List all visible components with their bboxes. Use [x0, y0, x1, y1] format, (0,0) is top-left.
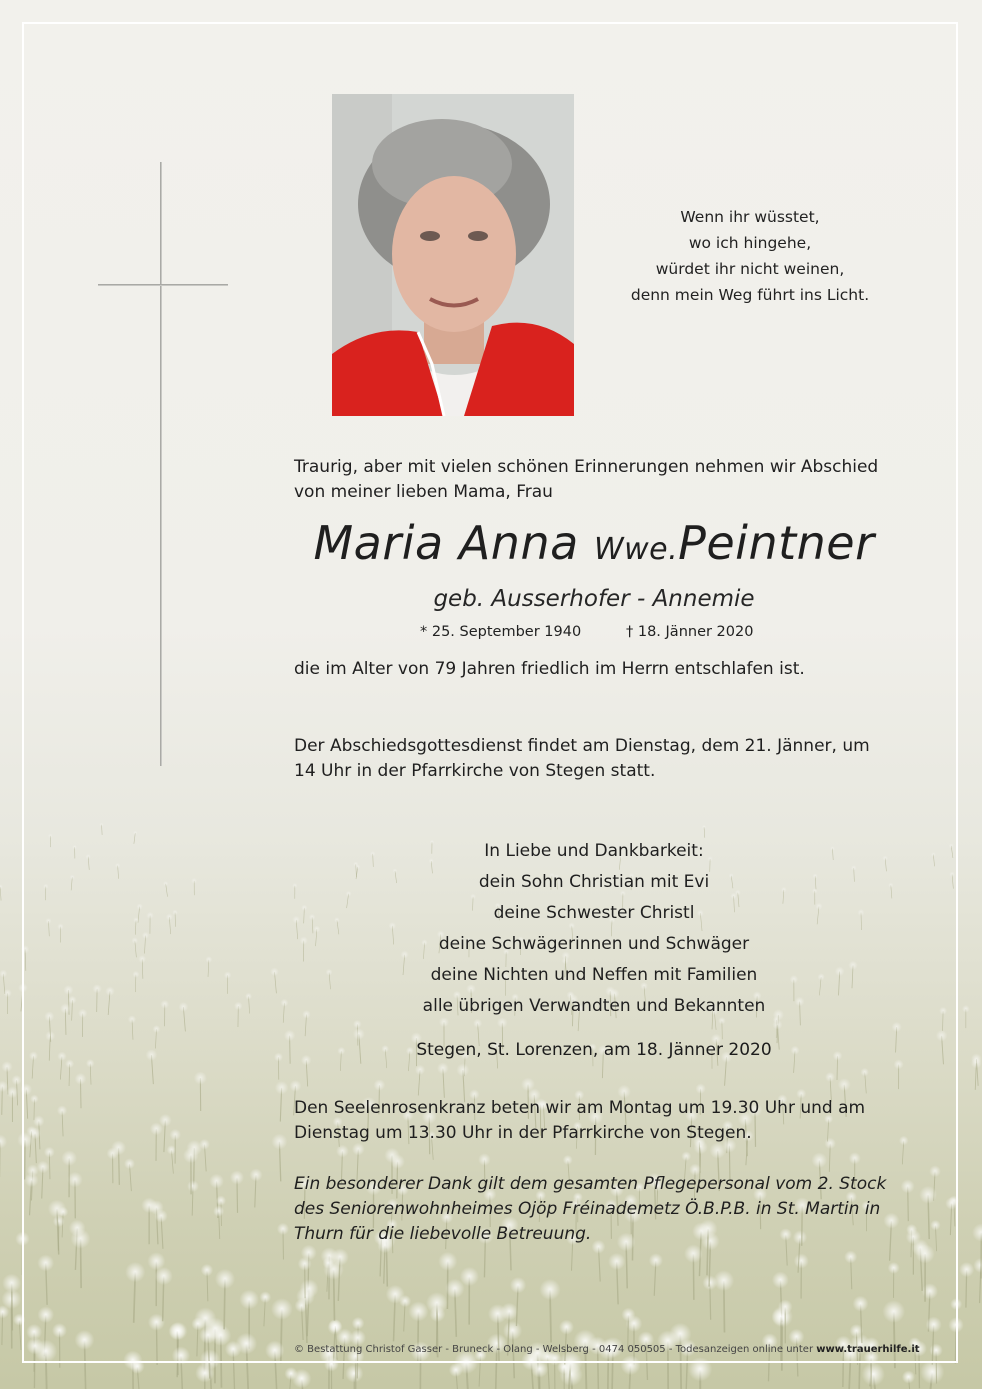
rosary-notice: [294, 1096, 894, 1146]
rosary-line: Den Seelenrosenkranz beten wir am Montag um 19.30 Uhr und am: [294, 1098, 866, 1118]
death-date: † 18. Jänner 2020: [626, 624, 754, 640]
life-dates: [420, 624, 753, 640]
mourner-line: deine Nichten und Neffen mit Familien: [430, 965, 758, 985]
poem: [600, 204, 900, 308]
funeral-line: 14 Uhr in der Pfarrkirche von Stegen statt.: [294, 761, 656, 781]
mourner-line: In Liebe und Dankbarkeit:: [484, 841, 704, 861]
poem-line: denn mein Weg führt ins Licht.: [630, 286, 870, 304]
poem-line: Wenn ihr wüsstet,: [680, 208, 820, 226]
mourner-line: dein Sohn Christian mit Evi: [478, 872, 710, 892]
mourners-list: [296, 836, 892, 1022]
cross-icon-vertical: [160, 162, 162, 766]
thanks-line: Thurn für die liebevolle Betreuung.: [294, 1224, 592, 1244]
thanks-line: des Seniorenwohnheimes Ojöp Fréinademetz Ö.B.P.B. in St. Martin in: [294, 1199, 881, 1219]
mourner-line: deine Schwester Christl: [493, 903, 695, 923]
poem-line: würdet ihr nicht weinen,: [655, 260, 845, 278]
age-line: die im Alter von 79 Jahren friedlich im Herrn entschlafen ist.: [294, 659, 805, 679]
widow-abbrev: Wwe.: [593, 532, 679, 567]
last-name: Peintner: [678, 516, 875, 570]
deceased-name: [294, 516, 894, 570]
footer-text: © Bestattung Christof Gasser - Bruneck - Olang - Welsberg - 0474 050505 - Todesanzeigen online unter: [294, 1344, 814, 1355]
thanks-line: Ein besonderer Dank gilt dem gesamten Pflegepersonal vom 2. Stock: [294, 1174, 887, 1194]
cross-icon-horizontal: [98, 284, 228, 286]
intro-line: Traurig, aber mit vielen schönen Erinnerungen nehmen wir Abschied: [294, 457, 879, 477]
footer: [294, 1344, 920, 1355]
funeral-line: Der Abschiedsgottesdienst findet am Dienstag, dem 21. Jänner, um: [294, 736, 870, 756]
birth-date: * 25. September 1940: [420, 624, 582, 640]
mourner-line: alle übrigen Verwandten und Bekannten: [422, 996, 766, 1016]
intro-line: von meiner lieben Mama, Frau: [294, 482, 553, 502]
poem-line: wo ich hingehe,: [688, 234, 812, 252]
portrait-photo: [332, 94, 574, 416]
rosary-line: Dienstag um 13.30 Uhr in der Pfarrkirche von Stegen.: [294, 1123, 752, 1143]
place-date: Stegen, St. Lorenzen, am 18. Jänner 2020: [416, 1040, 772, 1060]
birth-name: geb. Ausserhofer - Annemie: [433, 586, 755, 612]
mourner-line: deine Schwägerinnen und Schwäger: [438, 934, 750, 954]
first-name: Maria Anna: [313, 516, 579, 570]
thanks-notice: [294, 1172, 894, 1247]
footer-link[interactable]: www.trauerhilfe.it: [816, 1344, 920, 1355]
